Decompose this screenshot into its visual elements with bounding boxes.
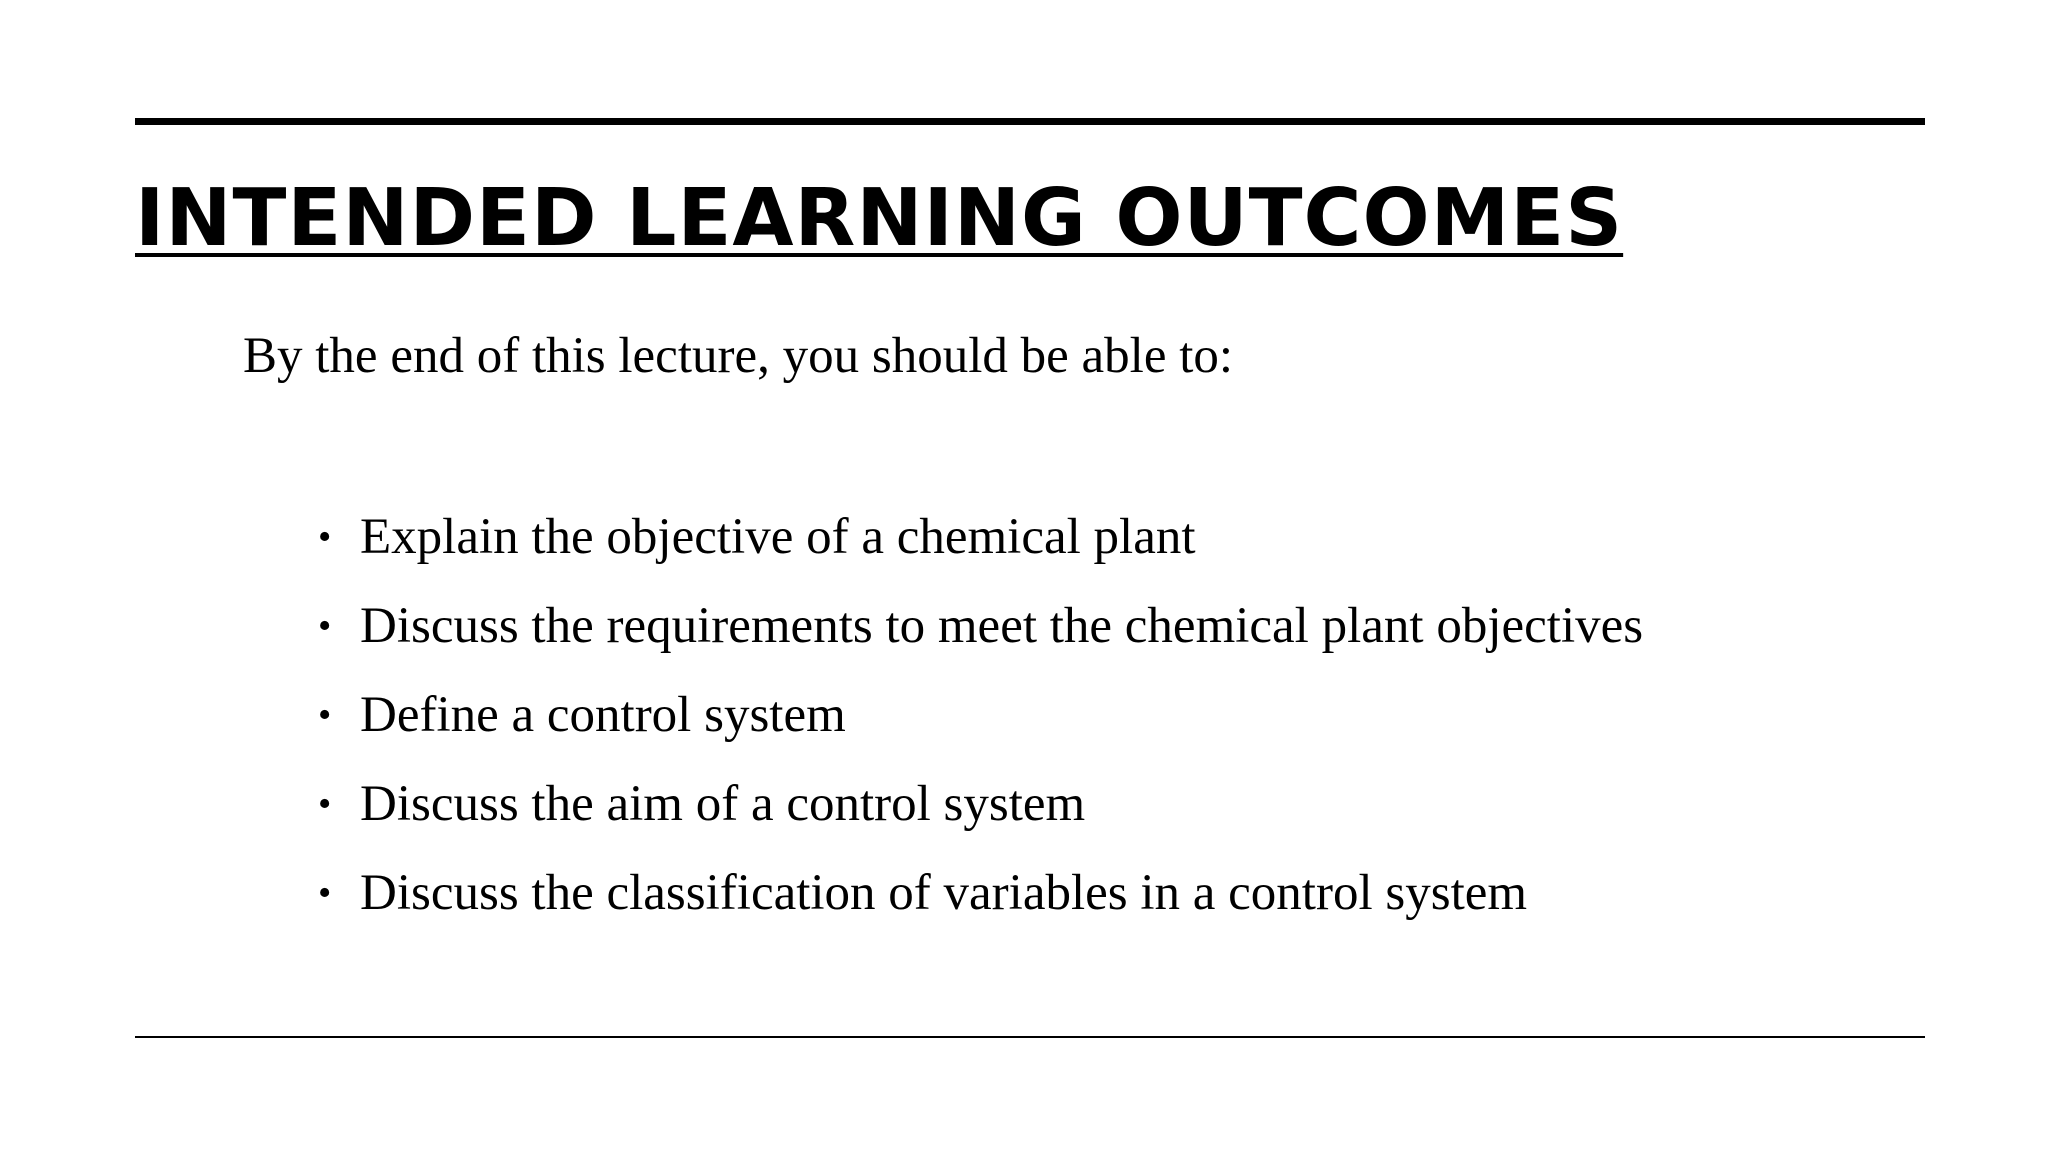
bottom-divider [135,1036,1925,1038]
outcome-text: Discuss the classification of variables in a control system [360,864,1528,921]
outcome-text: Explain the objective of a chemical plant [360,508,1196,565]
bullet-icon: • [318,604,332,647]
intro-text: By the end of this lecture, you should be able to: [243,328,1234,384]
outcome-text: Define a control system [360,686,846,743]
outcome-text: Discuss the requirements to meet the chemical plant objectives [360,597,1644,654]
bullet-icon: • [318,693,332,736]
outcome-item [318,492,1643,581]
outcome-item [318,759,1643,848]
outcome-item [318,670,1643,759]
outcome-item [318,581,1643,670]
top-divider [135,118,1925,125]
outcome-text: Discuss the aim of a control system [360,775,1086,832]
outcome-item [318,848,1643,937]
bullet-icon: • [318,515,332,558]
bullet-icon: • [318,782,332,825]
bullet-icon: • [318,871,332,914]
slide-title: INTENDED LEARNING OUTCOMES [135,172,1624,264]
outcomes-list [318,492,1643,937]
